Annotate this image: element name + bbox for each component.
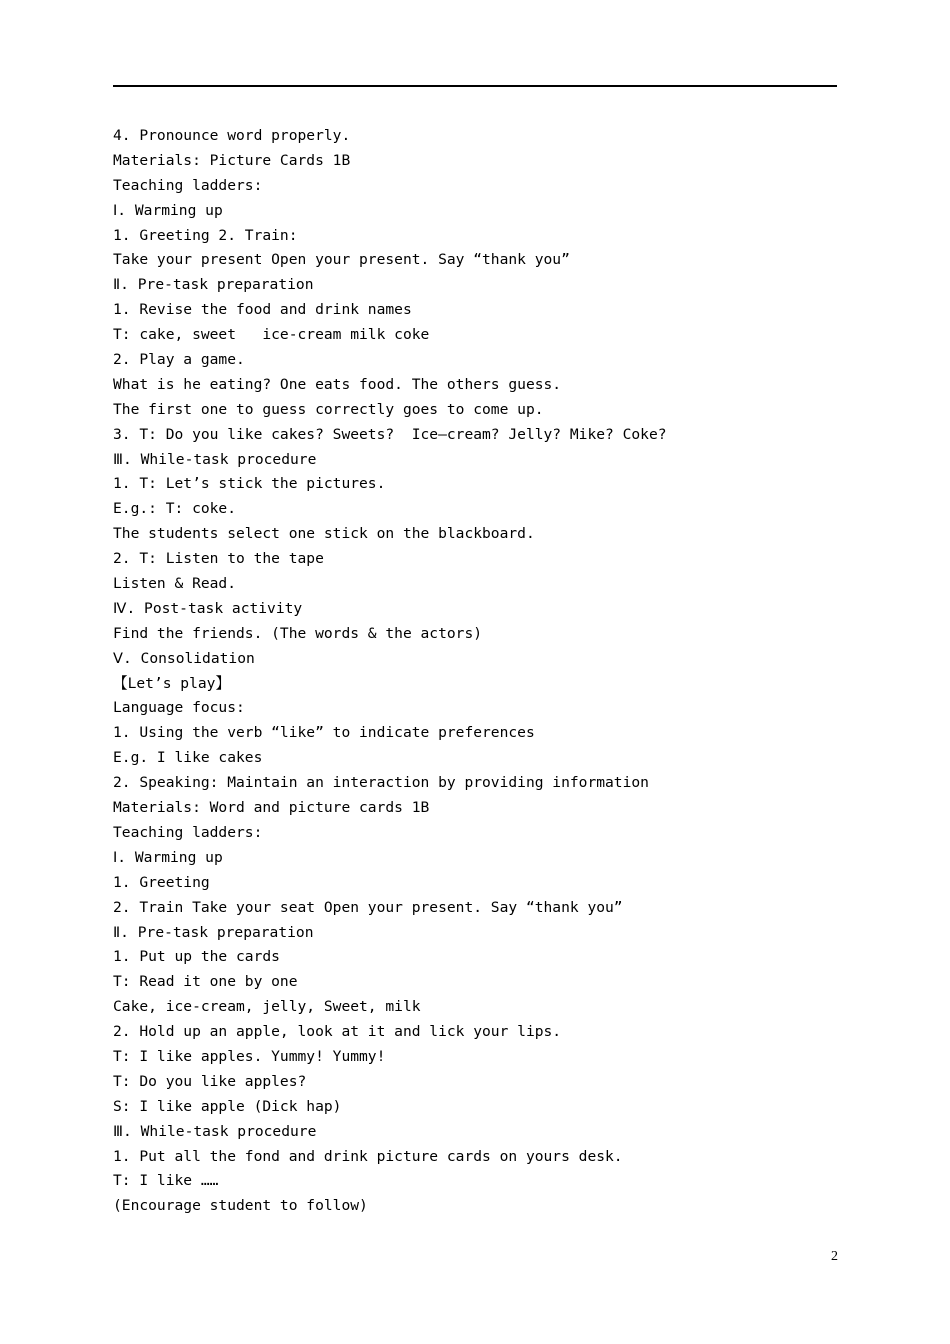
text-line: 3. T: Do you like cakes? Sweets? Ice—cream? Jelly? Mike? Coke? <box>113 425 667 443</box>
text-line: Find the friends. (The words & the actors) <box>113 624 483 642</box>
text-line: 2. T: Listen to the tape <box>113 550 324 568</box>
text-line: Ⅰ. Warming up <box>113 201 223 219</box>
text-line: 2. Train Take your seat Open your present. Say “thank you” <box>113 898 623 916</box>
text-line: 1. Put all the fond and drink picture cards on yours desk. <box>113 1147 623 1165</box>
text-line: Ⅱ. Pre-task preparation <box>113 276 314 294</box>
text-line: The students select one stick on the blackboard. <box>113 525 535 543</box>
text-line: Ⅲ. While-task procedure <box>113 450 317 468</box>
text-line: (Encourage student to follow) <box>113 1197 368 1215</box>
text-line: Listen & Read. <box>113 575 237 593</box>
text-line: T: Do you like apples? <box>113 1072 307 1090</box>
document-body <box>113 124 837 1219</box>
text-line: Ⅲ. While-task procedure <box>113 1122 317 1140</box>
text-line: The first one to guess correctly goes to come up. <box>113 400 544 418</box>
text-line: Take your present Open your present. Say “thank you” <box>113 251 570 269</box>
text-line: 1. Greeting 2. Train: <box>113 226 298 244</box>
text-line: Teaching ladders: <box>113 823 263 841</box>
text-line: 4. Pronounce word properly. <box>113 127 351 144</box>
text-line: Materials: Word and picture cards 1B <box>113 799 430 817</box>
text-line: 1. Greeting <box>113 873 210 891</box>
text-line: T: I like …… <box>113 1172 219 1190</box>
text-line: T: cake, sweet ice-cream milk coke <box>113 326 430 344</box>
text-line: 【Let’s play】 <box>113 674 231 692</box>
text-line: 2. Hold up an apple, look at it and lick your lips. <box>113 1023 562 1041</box>
header-rule <box>113 85 837 87</box>
text-line: 2. Speaking: Maintain an interaction by providing information <box>113 774 649 792</box>
text-line: 1. T: Let’s stick the pictures. <box>113 475 386 493</box>
text-line: 1. Put up the cards <box>113 948 280 966</box>
text-line: Ⅴ. Consolidation <box>113 649 255 667</box>
text-line: Materials: Picture Cards 1B <box>113 151 351 169</box>
text-line: Cake, ice-cream, jelly, Sweet, milk <box>113 998 421 1016</box>
page-number: 2 <box>831 1249 838 1264</box>
text-line: T: Read it one by one <box>113 973 298 991</box>
text-line: Teaching ladders: <box>113 176 263 194</box>
text-line: T: I like apples. Yummy! Yummy! <box>113 1047 386 1065</box>
text-line: Ⅳ. Post-task activity <box>113 599 303 617</box>
text-line: E.g.: T: coke. <box>113 500 237 518</box>
text-line: What is he eating? One eats food. The others guess. <box>113 375 562 393</box>
text-line: 2. Play a game. <box>113 351 245 369</box>
text-line: Ⅰ. Warming up <box>113 848 223 866</box>
text-line: E.g. I like cakes <box>113 749 263 767</box>
text-line: 1. Using the verb “like” to indicate preferences <box>113 724 535 742</box>
text-line: Language focus: <box>113 699 245 717</box>
text-line: 1. Revise the food and drink names <box>113 301 412 319</box>
text-line: S: I like apple (Dick hap) <box>113 1097 342 1115</box>
text-line: Ⅱ. Pre-task preparation <box>113 923 314 941</box>
